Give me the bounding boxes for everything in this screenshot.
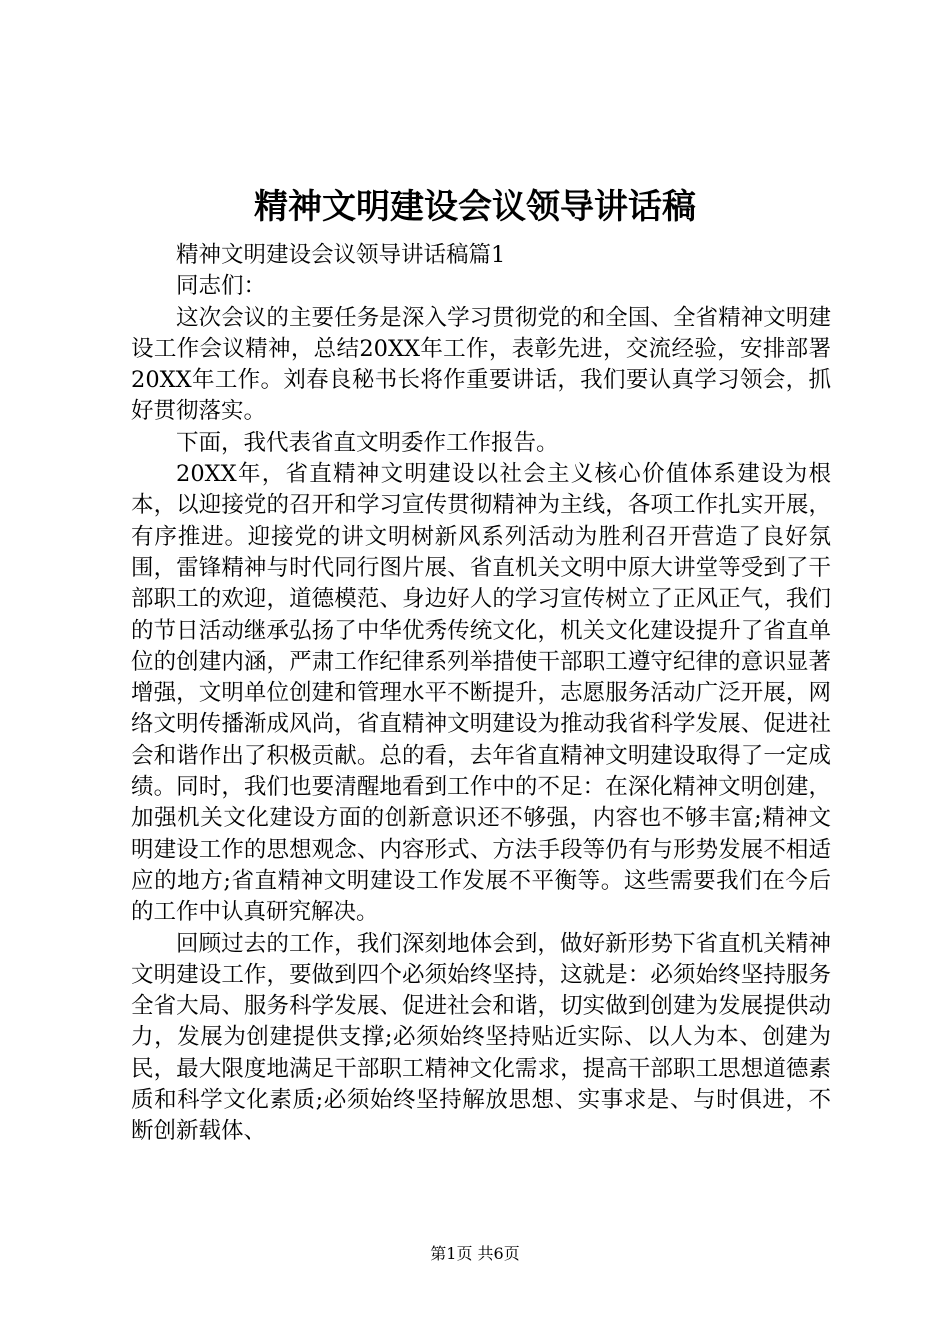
salutation: 同志们： [176,273,267,300]
body-paragraph: 20XX年，省直精神文明建设以社会主义核心价值体系建设为根本，以迎接党的召开和学习宣传贯彻精神为主线，各项工作扎实开展，有序推进。迎接党的讲文明树新风系列活动为胜利召开营造了良好氛围，雷锋精神与时代同行图片展、省直机关文明中原大讲堂等受到了干部职工的欢迎，道德模范、身边好人的学习宣传树立了正风正气，我们的节日活动继承弘扬了中华优秀传统文化，机关文化建设提升了省直单位的创建内涵，严肃工作纪律系列举措使干部职工遵守纪律的意识显著增强，文明单位创建和管理水平不断提升，志愿服务活动广泛开展，网络文明传播渐成风尚，省直精神文明建设为推动我省科学发展、促进社会和谐作出了积极贡献。总的看，去年省直精神文明建设取得了一定成绩。同时，我们也要清醒地看到工作中的不足：在深化精神文明创建，加强机关文化建设方面的创新意识还不够强，内容也不够丰富;精神文明建设工作的思想观念、内容形式、方法手段等仍有与形势发展不相适应的地方;省直精神文明建设工作发展不平衡等。这些需要我们在今后的工作中认真研究解决。 [131,461,831,926]
body-paragraph: 这次会议的主要任务是深入学习贯彻党的和全国、全省精神文明建设工作会议精神，总结20XX年工作，表彰先进，交流经验，安排部署20XX年工作。刘春良秘书长将作重要讲话，我们要认真学习领会，抓好贯彻落实。 [131,304,831,425]
body-paragraph: 回顾过去的工作，我们深刻地体会到，做好新形势下省直机关精神文明建设工作，要做到四个必须始终坚持，这就是：必须始终坚持服务全省大局、服务科学发展、促进社会和谐，切实做到创建为发展提供动力，发展为创建提供支撑;必须始终坚持贴近实际、以人为本、创建为民，最大限度地满足干部职工精神文化需求，提高干部职工思想道德素质和科学文化素质;必须始终坚持解放思想、实事求是、与时俱进，不断创新载体、 [131,930,831,1145]
body-paragraph: 下面，我代表省直文明委作工作报告。 [176,429,559,456]
document-title: 精神文明建设会议领导讲话稿 [254,187,696,227]
page-footer: 第1页 共6页 [430,1244,520,1263]
section-heading: 精神文明建设会议领导讲话稿篇1 [176,242,506,268]
document-body [131,240,831,1148]
